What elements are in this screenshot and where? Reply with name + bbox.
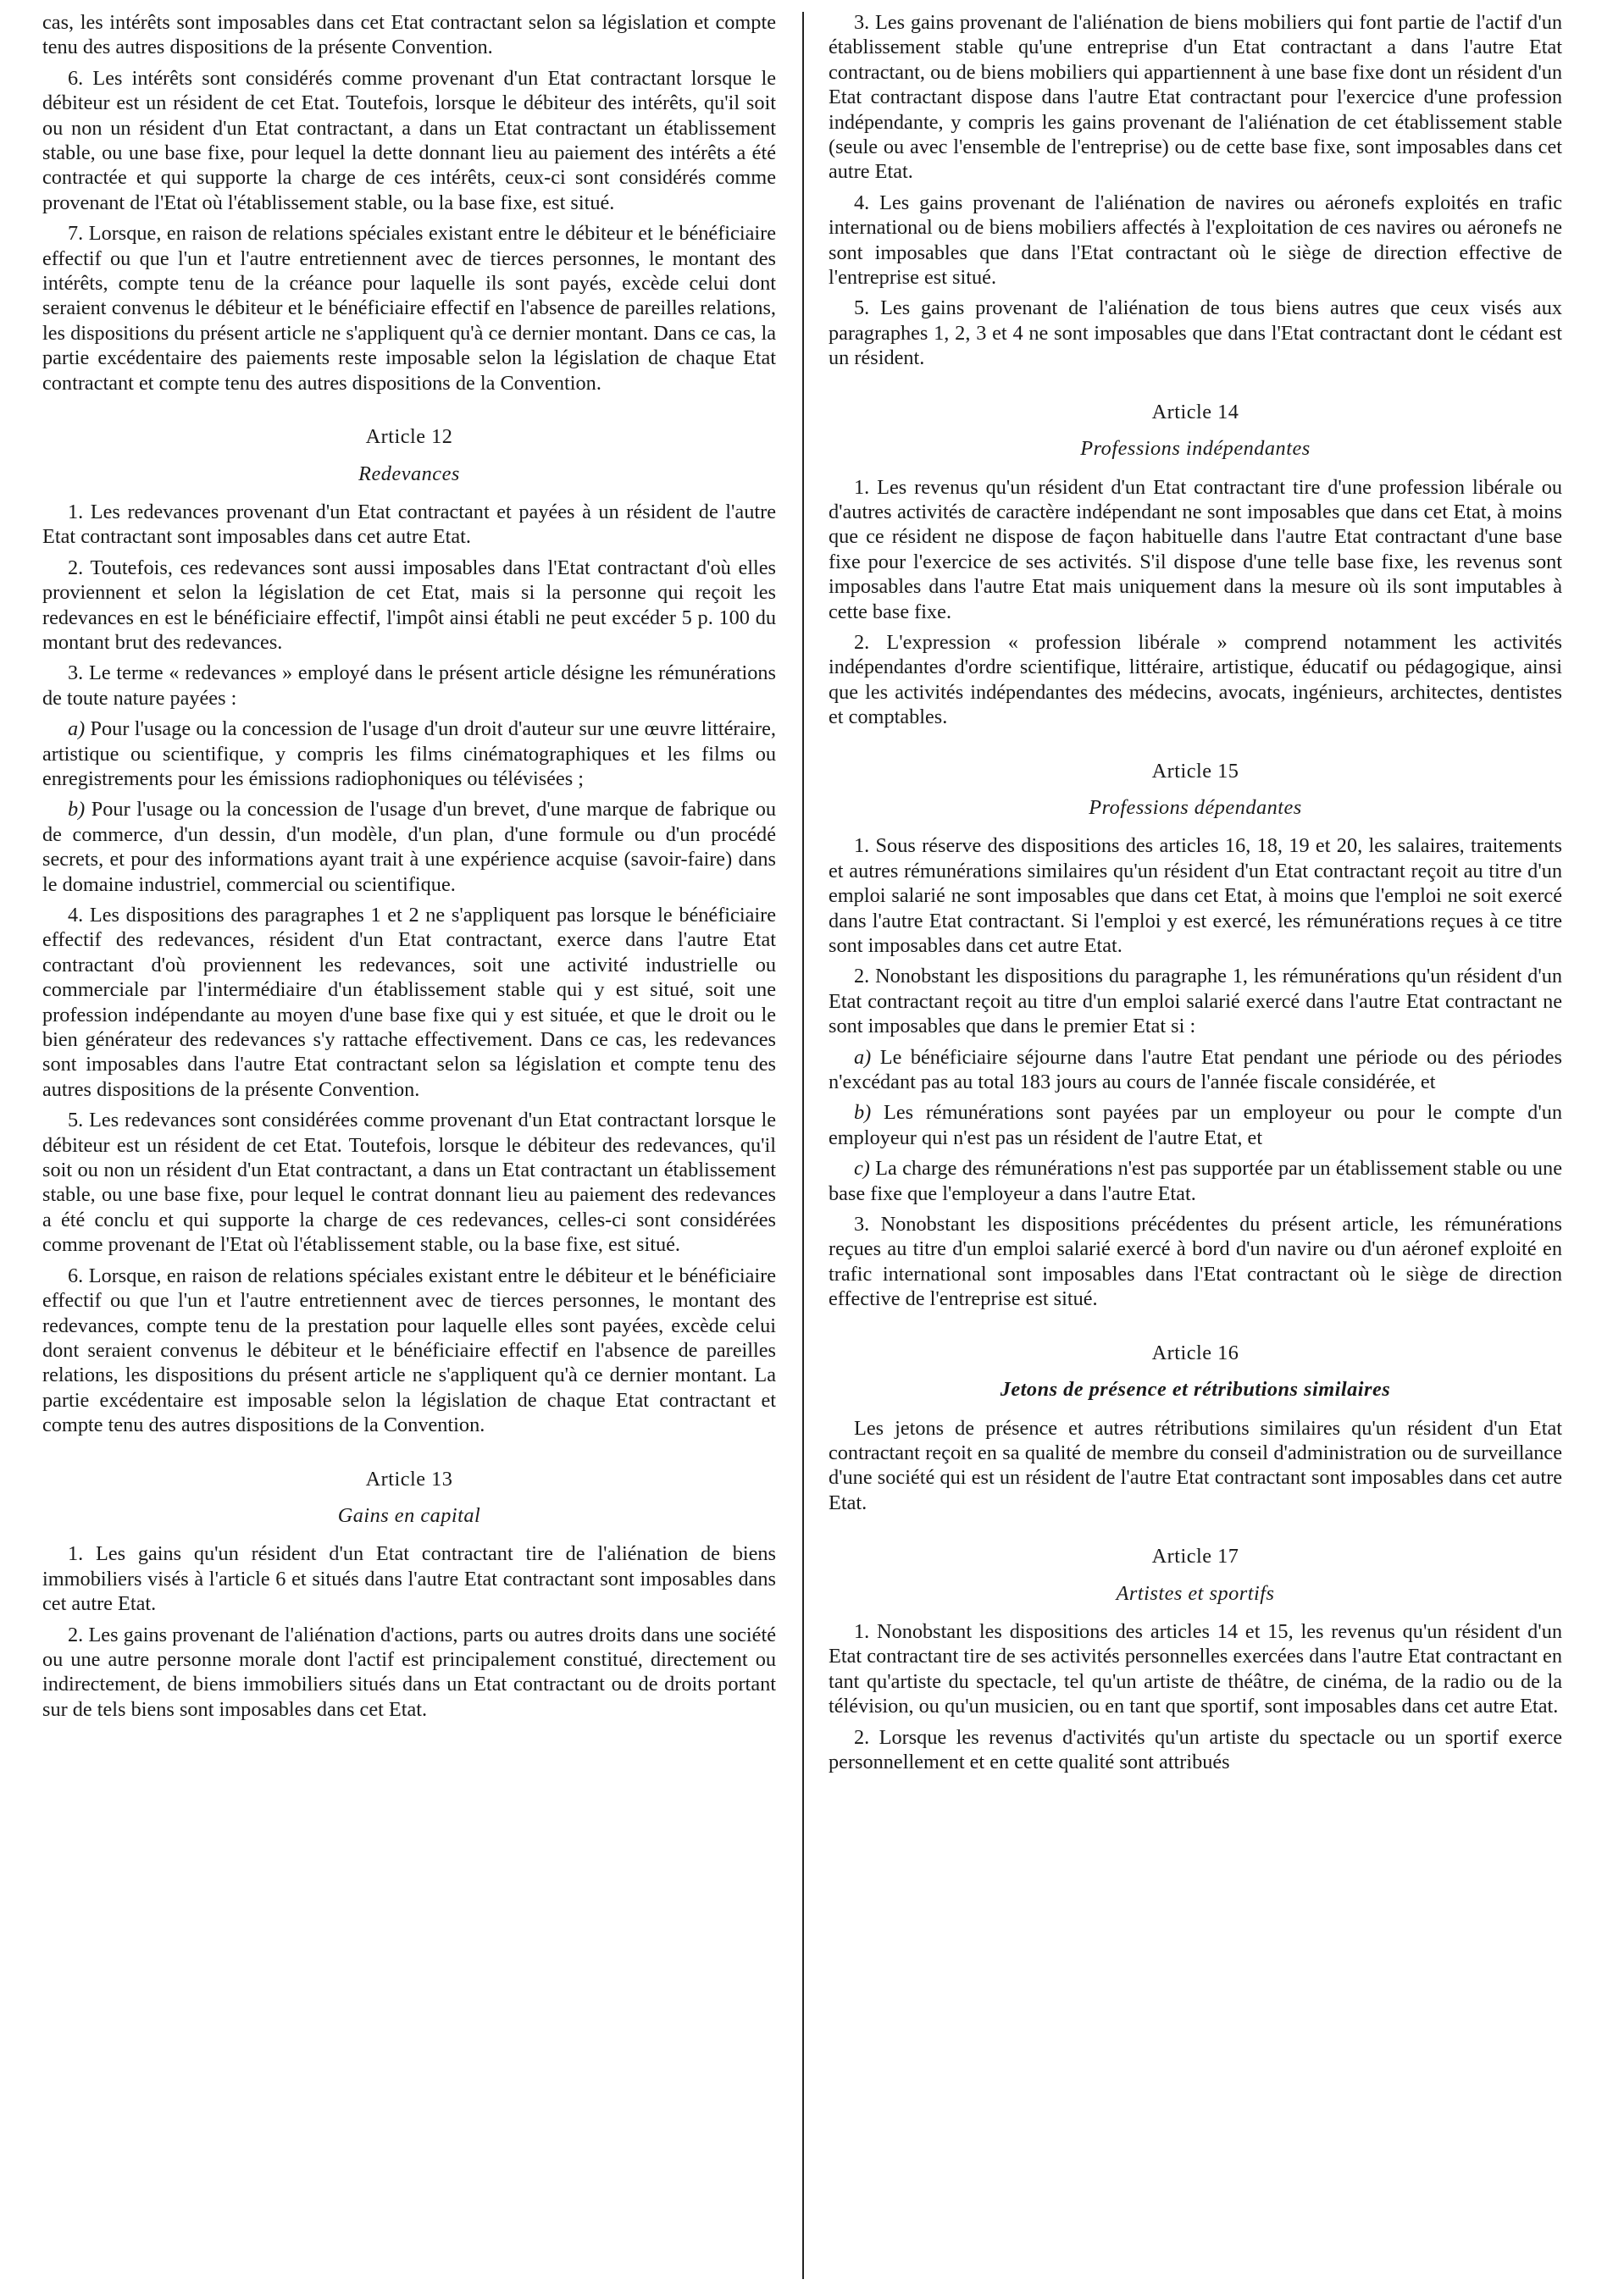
item-text: Pour l'usage ou la concession de l'usage d'un droit d'auteur sur une œuvre littéraire, artistique ou scientifique, y compris les films cinématographiques et les films ou enregistrements pour les émissions radiophoniques ou télévisées ; — [42, 717, 776, 790]
item-text: La charge des rémunérations n'est pas supportée par un établissement stable ou une base fixe que l'employeur a dans l'autre Etat. — [829, 1157, 1562, 1205]
article-title: Jetons de présence et rétributions similaires — [1000, 1378, 1391, 1402]
subparagraph — [42, 797, 776, 897]
paragraph: 3. Les gains provenant de l'aliénation de biens mobiliers qui font partie de l'actif d'un établissement stable qu'une entreprise d'un Etat contractant a dans l'autre Etat contractant, ou de biens mobiliers qui appartiennent à une base fixe dont un résident d'un Etat contractant dispose dans l'autre Etat contractant pour l'exercice d'une profession indépendante, y compris les gains provenant de l'aliénation de cet établissement stable (seule ou avec l'ensemble de l'entreprise) ou de cette base fixe, sont imposables dans cet autre Etat. — [829, 11, 1562, 184]
item-text: Le bénéficiaire séjourne dans l'autre Etat pendant une période ou des périodes n'excédant pas au total 183 jours au cours de l'année fiscale considérée, et — [829, 1045, 1562, 1094]
article-heading: Article 17 — [1151, 1545, 1239, 1568]
paragraph: 1. Les revenus qu'un résident d'un Etat contractant tire d'une profession libérale ou d'autres activités de caractère indépendant ne sont imposables que dans cet Etat, à moins que ce résident ne dispose de façon habituelle dans l'autre Etat contractant d'une base fixe pour l'exercice de ses activités. S'il dispose d'une telle base fixe, les revenus sont imposables dans l'autre Etat mais uniquement dans la mesure où ils sont imputables à cette base fixe. — [829, 475, 1562, 623]
article-title: Gains en capital — [337, 1503, 481, 1527]
article-heading: Article 15 — [1151, 759, 1239, 783]
paragraph: 4. Les gains provenant de l'aliénation de navires ou aéronefs exploités en trafic international ou de biens mobiliers affectés à l'exploitation de ces navires ou aéronefs ne sont imposables que dans l'Etat contractant où le siège de direction effective de l'entreprise est situé. — [829, 191, 1562, 290]
item-label: b) — [68, 798, 86, 822]
paragraph: 2. L'expression « profession libérale » comprend notamment les activités indépendantes d'ordre scientifique, littéraire, artistique, éducatif ou pédagogique, ainsi que les activités indépendantes des médecins, avocats, ingénieurs, architectes, dentistes et comptables. — [829, 630, 1562, 729]
article-title: Redevances — [358, 462, 460, 485]
paragraph: 4. Les dispositions des paragraphes 1 et 2 ne s'appliquent pas lorsque le bénéficiaire effectif des redevances, résident d'un Etat contractant, exerce dans l'autre Etat contractant d'où proviennent les redevances, soit une activité industrielle ou commerciale par l'intermédiaire d'un établissement stable qui y est situé, soit une profession indépendante au moyen d'une base fixe qui y est située, et que le droit ou le bien générateur des redevances s'y rattache effectivement. Dans ce cas, les redevances sont imposables dans l'autre Etat contractant selon sa législation et compte tenu des autres dispositions de la présente Convention. — [42, 904, 776, 1101]
paragraph: 3. Nonobstant les dispositions précédentes du présent article, les rémunérations reçues au titre d'un emploi salarié exercé à bord d'un navire ou d'un aéronef exploité en trafic international sont imposables dans l'Etat contractant où le siège de direction effective de l'entreprise est situé. — [829, 1213, 1562, 1311]
right-column — [829, 10, 1562, 2296]
paragraph: 2. Les gains provenant de l'aliénation d'actions, parts ou autres droits dans une société ou une autre personne morale dont l'actif est principalement constitué, directement ou indirectement, de biens immobiliers situés dans un Etat contractant ou de droits portant sur de tels biens sont imposables dans cet Etat. — [42, 1623, 776, 1721]
subparagraph — [829, 1045, 1562, 1095]
paragraph: 2. Lorsque les revenus d'activités qu'un artiste du spectacle ou un sportif exerce personnellement et en cette qualité sont attribués — [829, 1725, 1562, 1773]
paragraph: 2. Nonobstant les dispositions du paragraphe 1, les rémunérations qu'un résident d'un Etat contractant reçoit au titre d'un emploi salarié exercé dans l'autre Etat contractant ne sont imposables que dans le premier Etat si : — [829, 965, 1562, 1038]
paragraph: 1. Nonobstant les dispositions des articles 14 et 15, les revenus qu'un résident d'un Etat contractant tire de ses activités personnelles exercées dans l'autre Etat contractant en tant qu'artiste du spectacle, tel qu'un artiste de théâtre, de cinéma, de la radio ou de la télévision, ou qu'un musicien, ou en tant que sportif, sont imposables dans cet autre Etat. — [829, 1619, 1562, 1718]
article-heading: Article 13 — [365, 1467, 453, 1491]
subparagraph — [829, 1156, 1562, 1206]
subparagraph — [829, 1100, 1562, 1150]
paragraph: 1. Les gains qu'un résident d'un Etat contractant tire de l'aliénation de biens immobiliers visés à l'article 6 et situés dans l'autre Etat contractant sont imposables dans cet autre Etat. — [42, 1542, 776, 1616]
article-title: Professions indépendantes — [1080, 437, 1311, 461]
paragraph: cas, les intérêts sont imposables dans cet Etat contractant selon sa législation et compte tenu des autres dispositions de la présente Convention. — [42, 11, 776, 59]
paragraph: 6. Lorsque, en raison de relations spéciales existant entre le débiteur et le bénéficiaire effectif ou que l'un et l'autre entretiennent avec de tierces personnes, le montant des redevances, compte tenu de la prestation pour laquelle elles sont payées, excède celui dont seraient convenus le débiteur et le bénéficiaire effectif en l'absence de pareilles relations, les dispositions du présent article ne s'appliquent qu'à ce dernier montant. La partie excédentaire est imposable selon la législation de chaque Etat contractant et compte tenu des autres dispositions de la Convention. — [42, 1264, 776, 1437]
paragraph: 1. Les redevances provenant d'un Etat contractant et payées à un résident de l'autre Etat contractant sont imposables dans cet autre Etat. — [42, 500, 776, 549]
paragraph: 1. Sous réserve des dispositions des articles 16, 18, 19 et 20, les salaires, traitements et autres rémunérations similaires qu'un résident d'un Etat contractant reçoit au titre d'un emploi salarié ne sont imposables que dans cet Etat, à moins que l'emploi ne soit exercé dans l'autre Etat contractant. Si l'emploi y est exercé, les rémunérations reçues à ce titre sont imposables dans cet autre Etat. — [829, 834, 1562, 957]
paragraph: 3. Le terme « redevances » employé dans le présent article désigne les rémunérations de toute nature payées : — [42, 661, 776, 710]
subparagraph — [42, 716, 776, 791]
paragraph: 6. Les intérêts sont considérés comme provenant d'un Etat contractant lorsque le débiteur est un résident de cet Etat. Toutefois, lorsque le débiteur des intérêts, qu'il soit ou non un résident d'un Etat contractant, a dans un Etat contractant un établissement stable, ou une base fixe, pour lequel la dette donnant lieu au paiement des intérêts a été contractée et qui supporte la charge de ces intérêts, ceux-ci sont considérés comme provenant de l'Etat où l'établissement stable, ou la base fixe, est situé. — [42, 66, 776, 214]
paragraph: Les jetons de présence et autres rétributions similaires qu'un résident d'un Etat contractant reçoit en sa qualité de membre du conseil d'administration ou de surveillance d'une société qui est un résident de l'autre Etat contractant sont imposables dans cet autre Etat. — [829, 1416, 1562, 1514]
article-heading: Article 12 — [365, 425, 453, 449]
paragraph: 5. Les gains provenant de l'aliénation de tous biens autres que ceux visés aux paragraphes 1, 2, 3 et 4 ne sont imposables que dans l'Etat contractant dont le cédant est un résident. — [829, 296, 1562, 370]
item-text: Les rémunérations sont payées par un employeur ou pour le compte d'un employeur qui n'est pas un résident de l'autre Etat, et — [829, 1101, 1562, 1149]
item-label: a) — [68, 717, 86, 741]
paragraph: 5. Les redevances sont considérées comme provenant d'un Etat contractant lorsque le débiteur est un résident de cet Etat. Toutefois, lorsque le débiteur des redevances, qu'il soit ou non un résident d'un Etat contractant, a dans un Etat contractant un établissement stable, ou une base fixe, pour lequel le contrat donnant lieu au paiement des redevances a été conclu et qui supporte la charge de ces redevances, celles-ci sont considérées comme provenant de l'Etat où l'établissement stable, ou la base fixe, est situé. — [42, 1109, 776, 1257]
paragraph: 7. Lorsque, en raison de relations spéciales existant entre le débiteur et le bénéficiaire effectif ou que l'un et l'autre entretiennent avec de tierces personnes, le montant des intérêts, compte tenu de la créance pour laquelle ils sont payés, excède celui dont seraient convenus le débiteur et le bénéficiaire effectif en l'absence de pareilles relations, les dispositions du présent article ne s'appliquent qu'à ce dernier montant. Dans ce cas, la partie excédentaire des paiements reste imposable selon la législation de chaque Etat contractant et compte tenu des autres dispositions de la Convention. — [42, 222, 776, 395]
paragraph: 2. Toutefois, ces redevances sont aussi imposables dans l'Etat contractant d'où elles proviennent et selon la législation de cet Etat, mais si la personne qui reçoit les redevances en est le bénéficiaire effectif, l'impôt ainsi établi ne peut excéder 5 p. 100 du montant brut des redevances. — [42, 556, 776, 654]
article-title: Artistes et sportifs — [1116, 1581, 1275, 1605]
article-heading: Article 14 — [1151, 400, 1239, 423]
item-label: b) — [854, 1101, 872, 1125]
item-label: a) — [854, 1045, 872, 1069]
article-heading: Article 16 — [1151, 1341, 1239, 1364]
item-text: Pour l'usage ou la concession de l'usage d'un brevet, d'une marque de fabrique ou de commerce, d'un dessin, d'un modèle, d'un plan, d'une formule ou d'un procédé secrets, et pour des informations ayant trait à une expérience acquise (savoir-faire) dans le domaine industriel, commercial ou scientifique. — [42, 798, 776, 896]
article-title: Professions dépendantes — [1089, 795, 1302, 819]
column-divider — [802, 12, 804, 2279]
left-column — [42, 10, 776, 2296]
item-label: c) — [854, 1157, 870, 1181]
